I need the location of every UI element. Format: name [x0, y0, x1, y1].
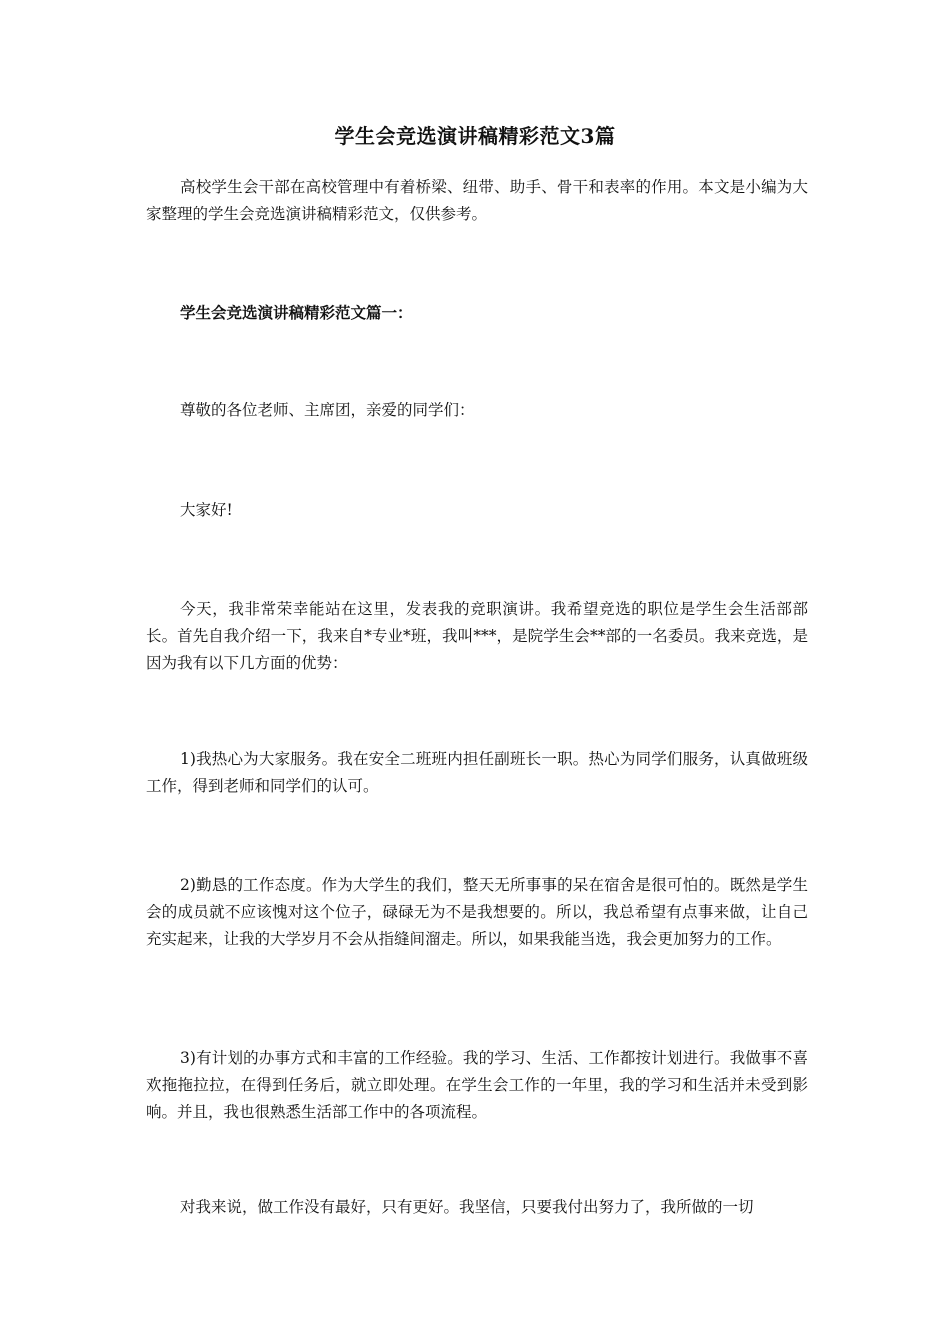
- point-paragraph-3: 3)有计划的办事方式和丰富的工作经验。我的学习、生活、工作都按计划进行。我做事不喜欢拖拖拉拉，在得到任务后，就立即处理。在学生会工作的一年里，我的学习和生活并未受到影响。并且，我也很熟悉生活部工作中的各项流程。: [146, 1049, 808, 1121]
- intro-paragraph: 高校学生会干部在高校管理中有着桥梁、纽带、助手、骨干和表率的作用。本文是小编为大家整理的学生会竞选演讲稿精彩范文，仅供参考。: [146, 178, 808, 223]
- point-paragraph-2: 2)勤恳的工作态度。作为大学生的我们，整天无所事事的呆在宿舍是很可怕的。既然是学生会的成员就不应该愧对这个位子，碌碌无为不是我想要的。所以，我总希望有点事来做，让自己充实起来，让我的大学岁月不会从指缝间溜走。所以，如果我能当选，我会更加努力的工作。: [146, 876, 808, 948]
- greeting-paragraph: 尊敬的各位老师、主席团，亲爱的同学们：: [180, 401, 475, 419]
- closing-paragraph: 对我来说，做工作没有最好，只有更好。我坚信，只要我付出努力了，我所做的一切: [180, 1198, 754, 1216]
- point-paragraph-1: 1)我热心为大家服务。我在安全二班班内担任副班长一职。热心为同学们服务，认真做班级工作，得到老师和同学们的认可。: [146, 750, 808, 795]
- hello-paragraph: 大家好!: [180, 501, 233, 519]
- section-heading: 学生会竞选演讲稿精彩范文篇一：: [180, 303, 413, 322]
- body-paragraph-1: 今天，我非常荣幸能站在这里，发表我的竞职演讲。我希望竞选的职位是学生会生活部部长。首先自我介绍一下，我来自*专业*班，我叫***，是院学生会**部的一名委员。我来竞选，是因为我有以下几方面的优势：: [146, 600, 808, 672]
- document-title: 学生会竞选演讲稿精彩范文3篇: [334, 124, 616, 148]
